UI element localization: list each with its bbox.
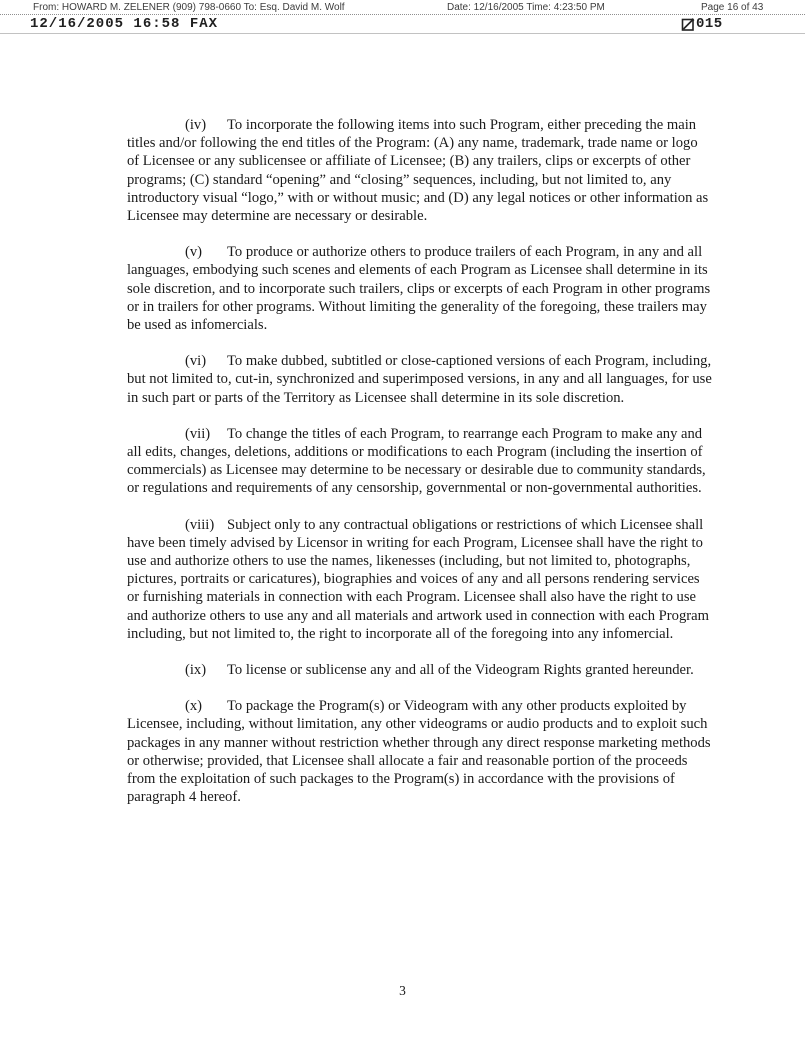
clause-text: To incorporate the following items into such Program, either preceding the main titles and/or following the end titles of the Program: (A) any name, trademark, trade name or logo of Licensee or any sublicensee or affiliate of Licensee; (B) any trailers, clips or excerpts of other programs; (C) standard “opening” and “closing” sequences, including, but not limited to, any introductory visual “logo,” with or without music; and (D) any legal notices or other information as Licensee may determine are necessary or desirable. (127, 117, 709, 225)
fax-date-time: Date: 12/16/2005 Time: 4:23:50 PM (447, 2, 605, 13)
contract-body (127, 116, 712, 825)
dotted-separator (0, 14, 805, 15)
clause-text: To license or sublicense any and all of the Videogram Rights granted hereunder. (227, 662, 694, 679)
clause-number: (x) (185, 698, 203, 715)
paragraph-x (127, 697, 712, 806)
clause-number: (viii) (185, 516, 215, 533)
fax-page-count: Page 16 of 43 (701, 2, 764, 13)
clause-text: Subject only to any contractual obligations or restrictions of which Licensee shall have been timely advised by Licensor in writing for each Program, Licensee shall have the right to use and authorize others to use the names, likenesses (including, but not limited to, photographs, pictures, portraits or caricatures), biographies and voices of any and all persons rendering services or furnishing materials in connection with each Program. Licensee shall also have the right to use and authorize others to use any and all materials and artwork used in connection with each Program including, but not limited to, the right to incorporate all of the foregoing into any infomercial. (127, 516, 709, 642)
fax-job-icon (681, 17, 695, 32)
fax-from-line: From: HOWARD M. ZELENER (909) 798-0660 To: Esq. David M. Wolf (33, 2, 345, 13)
clause-text: To produce or authorize others to produce trailers of each Program, in any and all languages, embodying such scenes and elements of each Program as Licensee shall determine in its sole discretion, and to incorporate such trailers, clips or excerpts of each Program in other programs or in trailers for other programs. Without limiting the generality of the foregoing, these trailers may be used as infomercials. (127, 244, 711, 334)
paragraph-ix (127, 661, 712, 679)
paragraph-viii (127, 516, 712, 643)
fax-received-number: 015 (696, 16, 723, 32)
paragraph-v (127, 243, 712, 334)
paragraph-iv (127, 116, 712, 225)
clause-number: (ix) (185, 662, 207, 679)
clause-text: To change the titles of each Program, to rearrange each Program to make any and all edits, changes, deletions, additions or modifications to each Program (including the insertion of commercials) as Licensee may determine to be necessary or desirable due to community standards, or regulations and requirements of any censorship, governmental or non-governmental authorities. (127, 425, 706, 497)
header-rule (0, 33, 805, 34)
paragraph-vi (127, 352, 712, 407)
paragraph-vii (127, 425, 712, 498)
fax-received-count (681, 16, 723, 32)
clause-number: (vi) (185, 353, 207, 370)
clause-number: (v) (185, 244, 203, 261)
fax-transmission-header (0, 1, 805, 14)
document-page-number: 3 (399, 983, 406, 998)
clause-number: (vii) (185, 425, 211, 442)
clause-text: To package the Program(s) or Videogram with any other products exploited by Licensee, including, without limitation, any other videograms or audio products and to exploit such packages in any manner without restriction whether through any direct response marketing methods or otherwise; provided, that Licensee shall allocate a fair and reasonable portion of the proceeds from the exploitation of such packages to the Program(s) in accordance with the provisions of paragraph 4 hereof. (127, 698, 711, 806)
clause-text: To make dubbed, subtitled or close-captioned versions of each Program, including, but not limited to, cut-in, synchronized and superimposed versions, in any and all languages, for use in such part or parts of the Territory as Licensee shall determine in its sole discretion. (127, 353, 712, 406)
fax-stamp: 12/16/2005 16:58 FAX (30, 16, 219, 32)
clause-number: (iv) (185, 117, 207, 133)
